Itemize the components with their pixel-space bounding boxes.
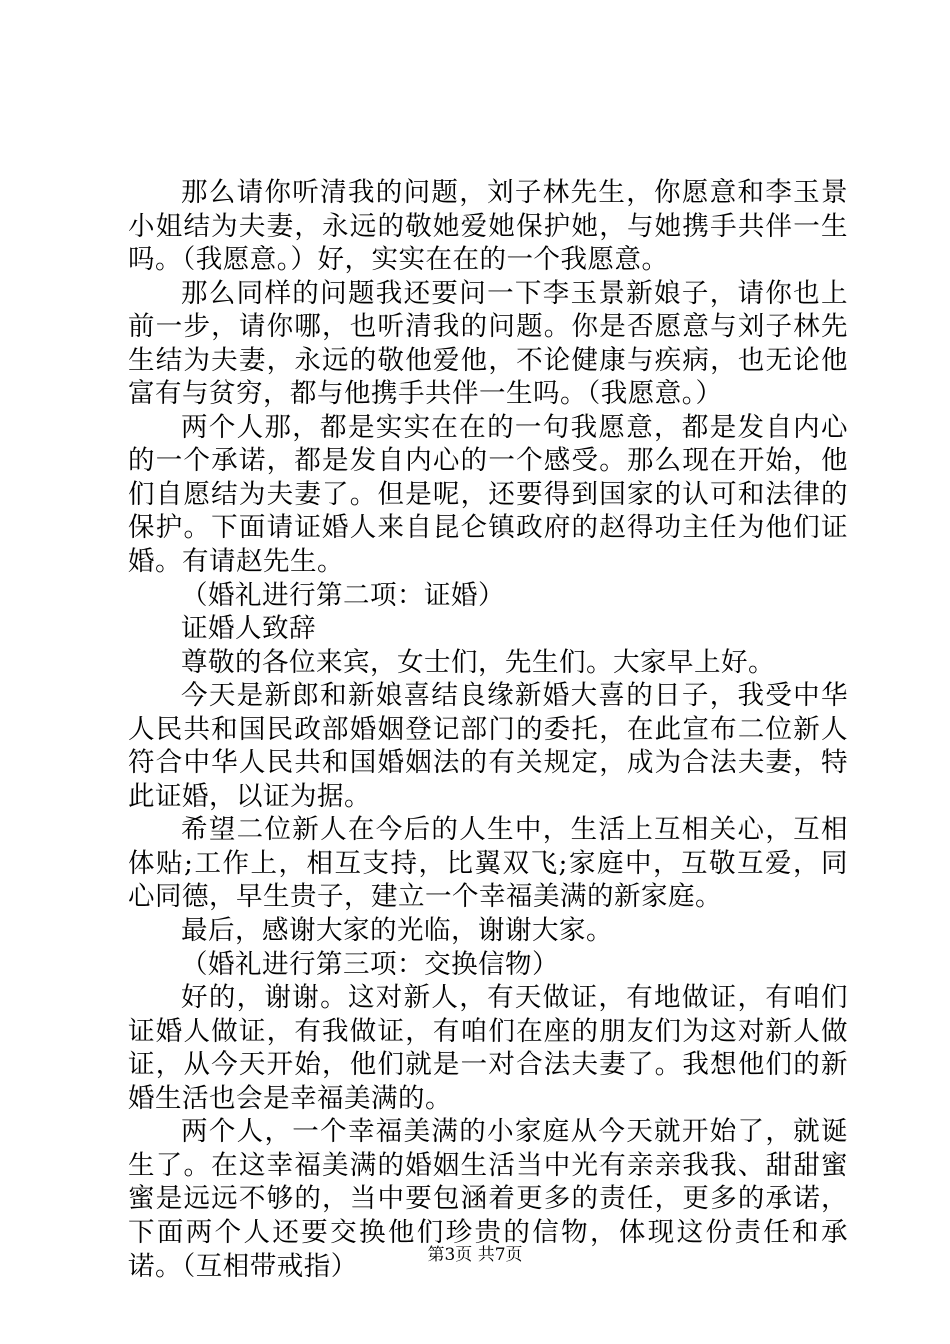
paragraph: 那么同样的问题我还要问一下李玉景新娘子，请你也上前一步，请你哪，也听清我的问题。你是否愿意与刘子林先生结为夫妻，永远的敬他爱他，不论健康与疾病，也无论他富有与贫穷，都与他携手共伴一生吗。（我愿意。） — [128, 277, 848, 410]
paragraph: 今天是新郎和新娘喜结良缘新婚大喜的日子，我受中华人民共和国民政部婚姻登记部门的委托，在此宣布二位新人符合中华人民共和国婚姻法的有关规定，成为合法夫妻，特此证婚，以证为据。 — [128, 680, 848, 812]
paragraph: 证婚人致辞 — [181, 613, 316, 645]
paragraph: 希望二位新人在今后的人生中，生活上互相关心，互相体贴;工作上，相互支持，比翼双飞;家庭中，互敬互爱，同心同德，早生贵子，建立一个幸福美满的新家庭。 — [128, 814, 848, 913]
paragraph: 好的，谢谢。这对新人，有天做证，有地做证，有咱们证婚人做证，有我做证，有咱们在座的朋友们为这对新人做证，从今天开始，他们就是一对合法夫妻了。我想他们的新婚生活也会是幸福美满的。 — [128, 982, 848, 1114]
paragraph: （婚礼进行第二项：证婚） — [181, 579, 505, 611]
paragraph: 两个人那，都是实实在在的一句我愿意，都是发自内心的一个承诺，都是发自内心的一个感受。那么现在开始，他们自愿结为夫妻了。但是呢，还要得到国家的认可和法律的保护。下面请证婚人来自昆仑镇政府的赵得功主任为他们证婚。有请赵先生。 — [128, 411, 848, 578]
paragraph: 那么请你听清我的问题，刘子林先生，你愿意和李玉景小姐结为夫妻，永远的敬她爱她保护她，与她携手共伴一生吗。（我愿意。）好，实实在在的一个我愿意。 — [128, 177, 848, 276]
paragraph: 尊敬的各位来宾，女士们，先生们。大家早上好。 — [181, 646, 775, 678]
page-number-footer: 第3页 共7页 — [427, 1245, 523, 1265]
document-body — [128, 176, 848, 1283]
paragraph: 两个人，一个幸福美满的小家庭从今天就开始了，就诞生了。在这幸福美满的婚姻生活当中光有亲亲我我、甜甜蜜蜜是远远不够的，当中要包涵着更多的责任，更多的承诺，下面两个人还要交换他们珍贵的信物，体现这份责任和承诺。（互相带戒指） — [128, 1116, 848, 1282]
paragraph: （婚礼进行第三项：交换信物） — [181, 948, 559, 980]
paragraph: 最后，感谢大家的光临，谢谢大家。 — [181, 915, 613, 947]
